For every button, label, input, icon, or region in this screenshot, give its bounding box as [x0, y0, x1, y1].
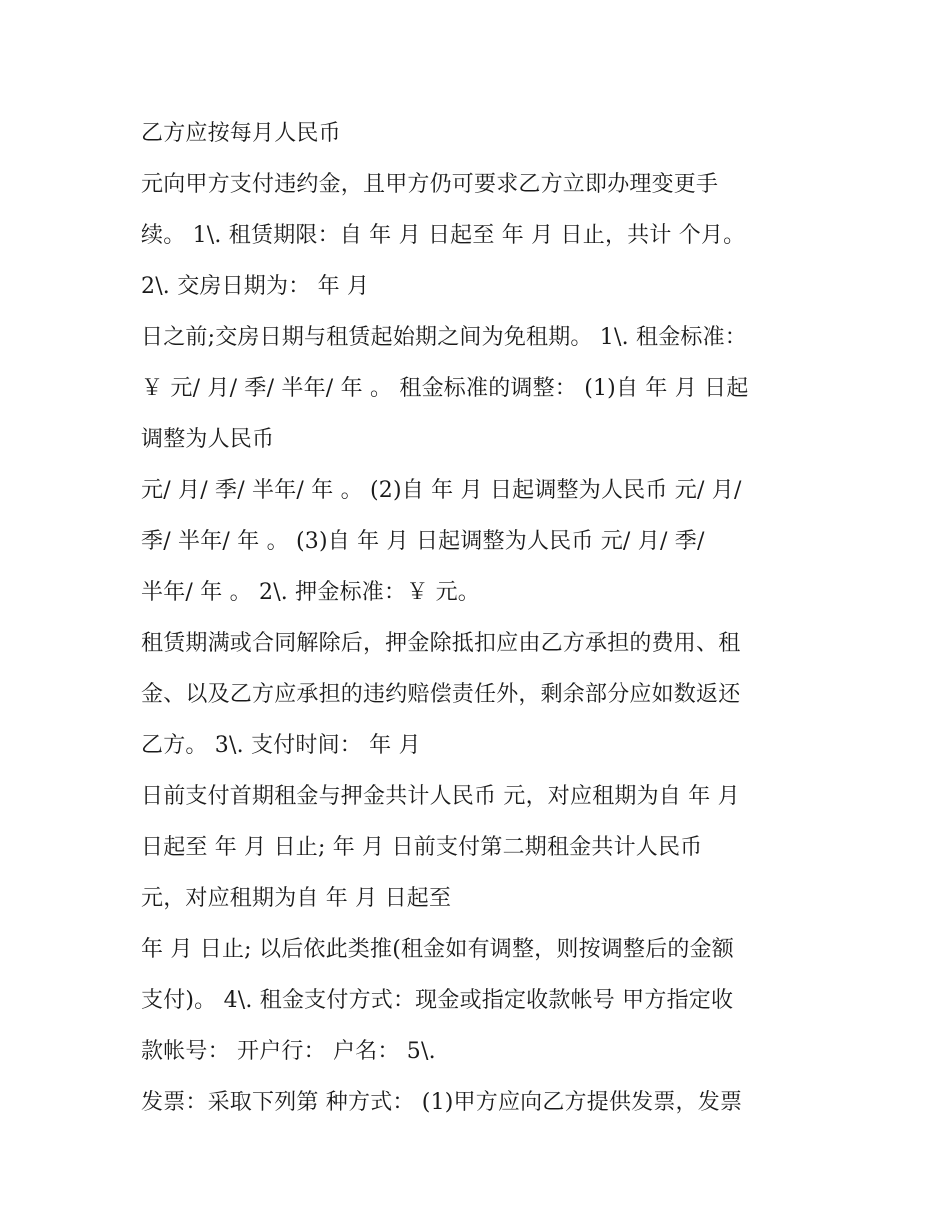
text-line: 元/ 月/ 季/ 半年/ 年 。 (2)自 年 月 日起调整为人民币 元/ 月/ — [141, 478, 742, 503]
text-line: ￥ 元/ 月/ 季/ 半年/ 年 。 租金标准的调整： (1)自 年 月 日起 — [141, 376, 749, 401]
text-line: 季/ 半年/ 年 。 (3)自 年 月 日起调整为人民币 元/ 月/ 季/ — [141, 529, 705, 554]
text-line: 元向甲方支付违约金，且甲方仍可要求乙方立即办理变更手 — [141, 172, 719, 197]
text-line: 租赁期满或合同解除后，押金除抵扣应由乙方承担的费用、租 — [141, 631, 741, 656]
text-line: 发票：采取下列第 种方式： (1)甲方应向乙方提供发票，发票 — [141, 1090, 743, 1115]
text-line: 半年/ 年 。 2\. 押金标准：￥ 元。 — [141, 580, 480, 605]
text-line: 2\. 交房日期为： 年 月 — [141, 274, 370, 299]
text-line: 支付)。 4\. 租金支付方式：现金或指定收款帐号 甲方指定收 — [141, 988, 734, 1013]
text-line: 乙方应按每月人民币 — [141, 121, 341, 146]
document-body — [141, 108, 821, 1128]
text-line: 乙方。 3\. 支付时间： 年 月 — [141, 733, 421, 758]
text-line: 元，对应租期为自 年 月 日起至 — [141, 886, 452, 911]
text-line: 日前支付首期租金与押金共计人民币 元，对应租期为自 年 月 — [141, 784, 740, 809]
text-line: 年 月 日止; 以后依此类推(租金如有调整，则按调整后的金额 — [141, 937, 734, 962]
text-line: 金、以及乙方应承担的违约赔偿责任外，剩余部分应如数返还 — [141, 682, 741, 707]
text-line: 续。 1\. 租赁期限：自 年 月 日起至 年 月 日止，共计 个月。 — [141, 223, 746, 248]
text-line: 日之前;交房日期与租赁起始期之间为免租期。 1\. 租金标准： — [141, 325, 748, 350]
text-line: 日起至 年 月 日止; 年 月 日前支付第二期租金共计人民币 — [141, 835, 703, 860]
text-line: 调整为人民币 — [141, 427, 275, 452]
text-line: 款帐号： 开户行： 户名： 5\. — [141, 1039, 436, 1064]
